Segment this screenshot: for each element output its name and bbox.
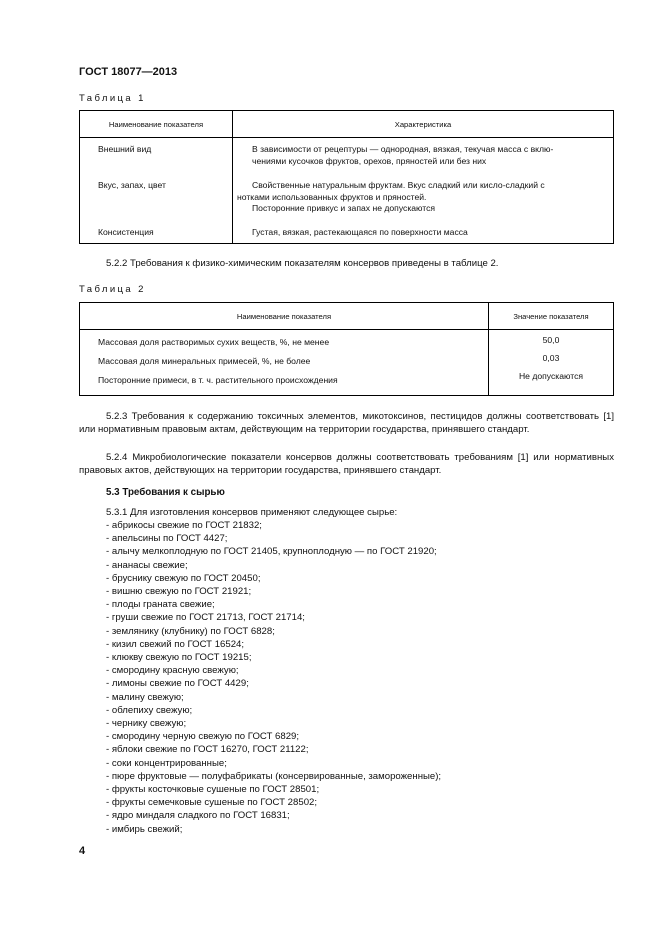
- table2: [79, 302, 614, 396]
- list-item: - смородину красную свежую;: [106, 665, 239, 677]
- paragraph-5-2-2: 5.2.2 Требования к физико-химическим показателям консервов приведены в таблице 2.: [106, 258, 499, 269]
- table1-col-header-name: Наименование показателя: [108, 120, 204, 129]
- table1-row2-line3: Посторонние привкус и запах не допускаются: [252, 203, 436, 213]
- list-item: - соки концентрированные;: [106, 757, 227, 769]
- list-item: - землянику (клубнику) по ГОСТ 6828;: [106, 625, 275, 637]
- list-item: - алычу мелкоплодную по ГОСТ 21405, крупноплодную — по ГОСТ 21920;: [106, 546, 437, 558]
- table1-row3-name: Консистенция: [98, 227, 154, 237]
- list-item: - фрукты семечковые сушеные по ГОСТ 28502;: [106, 797, 318, 809]
- table2-col-header-name: Наименование показателя: [236, 312, 332, 321]
- table1-row1-line2: чениями кусочков фруктов, орехов, пряностей или без них: [252, 155, 487, 166]
- raw-materials-list: [106, 519, 616, 836]
- table2-col-header-value: Значение показателя: [513, 312, 589, 321]
- table1-row1-name: Внешний вид: [98, 144, 152, 154]
- list-item: - апельсины по ГОСТ 4427;: [106, 533, 228, 545]
- list-item: - чернику свежую;: [106, 718, 187, 730]
- list-item: - ананасы свежие;: [106, 559, 188, 571]
- page-number: 4: [79, 845, 86, 857]
- list-item: - груши свежие по ГОСТ 21713, ГОСТ 21714;: [106, 612, 305, 624]
- table1-caption: Таблица 1: [79, 93, 146, 104]
- list-item: - бруснику свежую по ГОСТ 20450;: [106, 572, 261, 584]
- list-item: - плоды граната свежие;: [106, 599, 215, 611]
- table1-row1-value: [252, 144, 604, 167]
- list-item: - кизил свежий по ГОСТ 16524;: [106, 638, 245, 650]
- document-header: ГОСТ 18077—2013: [79, 66, 178, 78]
- table1-row3-value: Густая, вязкая, растекающаяся по поверхности масса: [252, 227, 468, 237]
- paragraph-5-2-4: 5.2.4 Микробиологические показатели консервов должны соответствовать требованиям [1] или нормативных правовых актов, действующих на территории государства, принявшего стандарт.: [79, 452, 614, 477]
- table1-row2-value: [233, 180, 605, 215]
- table1-row2-name: Вкус, запах, цвет: [98, 180, 166, 190]
- table1-row1-line1: В зависимости от рецептуры — однородная, вязкая, текучая масса с вклю-: [252, 144, 554, 154]
- table2-row1-value: 50,0: [542, 335, 560, 345]
- table2-row2-value: 0,03: [542, 353, 560, 363]
- paragraph-5-3-1: 5.3.1 Для изготовления консервов применяют следующее сырье:: [106, 507, 398, 518]
- list-item: - клюкву свежую по ГОСТ 19215;: [106, 652, 252, 664]
- table1: [79, 110, 614, 244]
- list-item: - облепиху свежую;: [106, 704, 193, 716]
- table2-row1-name: Массовая доля растворимых сухих веществ, %, не менее: [98, 337, 330, 347]
- list-item: - лимоны свежие по ГОСТ 4429;: [106, 678, 249, 690]
- table1-row2-line2: нотками использованных фруктов и пряностей.: [237, 191, 427, 202]
- table2-row3-name: Посторонние примеси, в т. ч. растительного происхождения: [98, 375, 338, 385]
- list-item: - малину свежую;: [106, 691, 184, 703]
- table2-caption: Таблица 2: [79, 284, 146, 295]
- list-item: - абрикосы свежие по ГОСТ 21832;: [106, 520, 262, 531]
- table1-row2-line1: Свойственные натуральным фруктам. Вкус сладкий или кисло-сладкий с: [252, 180, 545, 190]
- list-item: - смородину черную свежую по ГОСТ 6829;: [106, 731, 300, 743]
- list-item: - пюре фруктовые — полуфабрикаты (консервированные, замороженные);: [106, 770, 442, 782]
- list-item: - вишню свежую по ГОСТ 21921;: [106, 586, 252, 598]
- table2-row3-value: Не допускаются: [518, 371, 584, 381]
- list-item: - фрукты косточковые сушеные по ГОСТ 28501;: [106, 784, 320, 796]
- list-item: - ядро миндаля сладкого по ГОСТ 16831;: [106, 810, 290, 822]
- table1-col-header-characteristic: Характеристика: [394, 120, 452, 129]
- table2-row2-name: Массовая доля минеральных примесей, %, не более: [98, 356, 311, 366]
- list-item: - имбирь свежий;: [106, 823, 183, 835]
- section-5-3-title: 5.3 Требования к сырью: [106, 487, 225, 498]
- list-item: - яблоки свежие по ГОСТ 16270, ГОСТ 21122;: [106, 744, 309, 756]
- paragraph-5-2-3: 5.2.3 Требования к содержанию токсичных элементов, микотоксинов, пестицидов должны соответствовать [1] или нормативным правовым актам, действующим на территории государства, принявшего стандарт.: [79, 411, 614, 436]
